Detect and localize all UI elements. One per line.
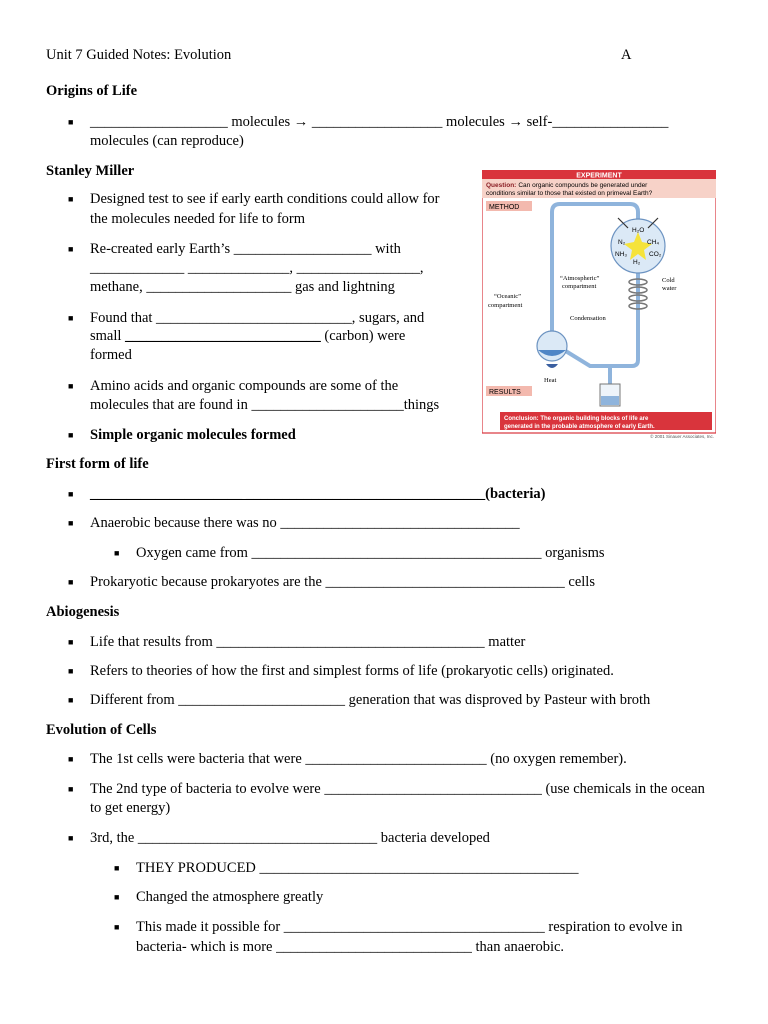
- bullet: ■: [68, 695, 74, 705]
- miller-b2-l3: methane, ____________________ gas and lightning: [90, 279, 395, 295]
- section-heading-abiogenesis: Abiogenesis: [46, 604, 120, 620]
- cells-b1: The 1st cells were bacteria that were _________________________ (no oxygen remember).: [90, 751, 627, 767]
- first-life-b3: Prokaryotic because prokaryotes are the _________________________________ cells: [90, 574, 595, 590]
- miller-b3-blank: ___________________________: [125, 328, 321, 344]
- bullet: ■: [68, 489, 74, 499]
- miller-b1-l2: the molecules needed for life to form: [90, 211, 306, 227]
- first-life-b2-sub: Oxygen came from ________________________________________ organisms: [136, 545, 605, 561]
- cells-s3-l1: This made it possible for ____________________________________ respiration to evolve in: [136, 919, 683, 935]
- section-heading-miller: Stanley Miller: [46, 163, 135, 179]
- section-heading-first-life: First form of life: [46, 456, 149, 472]
- first-life-b1-post: (bacteria): [485, 486, 546, 502]
- bullet: ■: [68, 117, 74, 127]
- section-heading-origins: Origins of Life: [46, 83, 138, 99]
- atmospheric-label-1: “Atmospheric”: [560, 275, 600, 282]
- abiogenesis-b1: Life that results from _____________________________________ matter: [90, 634, 526, 650]
- figure-copyright: © 2001 Sinauer Associates, Inc.: [650, 434, 714, 439]
- cells-b2-l1: The 2nd type of bacteria to evolve were ______________________________ (use chemicals in the ocean: [90, 781, 705, 797]
- cells-b3: 3rd, the _________________________________ bacteria developed: [90, 830, 490, 846]
- gas-co2: CO₂: [649, 251, 662, 258]
- bullet: ■: [68, 381, 74, 391]
- cold-water-label-1: Cold: [662, 277, 675, 284]
- gas-nh3: NH₃: [615, 251, 628, 258]
- figure-banner-text: EXPERIMENT: [576, 172, 622, 180]
- sub-bullet: ■: [114, 863, 120, 873]
- cells-b2-l2: to get energy): [90, 800, 171, 816]
- miller-b3-pre: small: [90, 328, 126, 344]
- first-life-b1: [90, 485, 546, 503]
- oceanic-label-1: “Oceanic”: [494, 293, 522, 300]
- atmospheric-label-2: compartment: [562, 283, 597, 290]
- section-heading-cells: Evolution of Cells: [46, 722, 157, 738]
- miller-b3-l3: formed: [90, 347, 132, 363]
- miller-b1-l1: Designed test to see if early earth conditions could allow for: [90, 191, 440, 207]
- first-life-b1-blank: _____________________ _________________________________: [90, 486, 486, 502]
- conclusion-line-1: Conclusion: The organic building blocks of life are: [504, 416, 649, 422]
- figure-question-line-2: conditions similar to those that existed on primeval Earth?: [486, 190, 653, 197]
- gas-ch4: CH₄: [647, 239, 660, 246]
- cells-s1: THEY PRODUCED ____________________________________________: [136, 860, 579, 876]
- miller-b3-l2: [90, 327, 405, 345]
- sub-bullet: ■: [114, 922, 120, 932]
- bullet: ■: [68, 577, 74, 587]
- conclusion-line-2: generated in the probable atmosphere of early Earth.: [504, 424, 655, 430]
- bullet: ■: [68, 754, 74, 764]
- bullet: ■: [68, 194, 74, 204]
- bullet: ■: [68, 784, 74, 794]
- miller-b2-l1: Re-created early Earth’s ___________________ with: [90, 241, 401, 257]
- bullet: ■: [68, 518, 74, 528]
- oceanic-flask: [537, 331, 567, 361]
- origins-bullet-1-line-2: molecules (can reproduce): [90, 133, 244, 149]
- gas-h2: H₂: [633, 259, 641, 266]
- cells-s3-l2: bacteria- which is more ___________________________ than anaerobic.: [136, 939, 565, 955]
- bullet: ■: [68, 313, 74, 323]
- bullet: ■: [68, 833, 74, 843]
- bullet: ■: [68, 637, 74, 647]
- beaker-liquid: [601, 396, 619, 405]
- figure-question-line-1: Question: Can organic compounds be generated under: [486, 182, 648, 189]
- bullet: ■: [68, 430, 74, 440]
- miller-b5: Simple organic molecules formed: [90, 427, 296, 443]
- gas-n2: N₂: [618, 239, 626, 246]
- heat-label: Heat: [544, 377, 557, 384]
- sub-bullet: ■: [114, 892, 120, 902]
- gas-h2o: H₂O: [632, 227, 645, 234]
- doc-title: Unit 7 Guided Notes: Evolution: [46, 47, 232, 63]
- miller-b3-l1: Found that ___________________________, sugars, and: [90, 310, 425, 326]
- oceanic-label-2: compartment: [488, 302, 523, 309]
- origins-bullet-1-line-1: ___________________ molecules → __________________ molecules → self-________________: [90, 114, 669, 130]
- abiogenesis-b3: Different from _______________________ generation that was disproved by Pasteur with broth: [90, 692, 651, 708]
- miller-b4-l2: molecules that are found in _____________________things: [90, 397, 440, 413]
- miller-b3-post: (carbon) were: [320, 328, 406, 344]
- abiogenesis-b2: Refers to theories of how the first and simplest forms of life (prokaryotic cells) originated.: [90, 663, 614, 679]
- condensation-label: Condensation: [570, 315, 606, 322]
- bullet: ■: [68, 244, 74, 254]
- miller-b4-l1: Amino acids and organic compounds are some of the: [90, 378, 399, 394]
- miller-experiment-figure: [482, 170, 716, 440]
- results-label: RESULTS: [489, 389, 521, 396]
- bullet: ■: [68, 666, 74, 676]
- sub-bullet: ■: [114, 548, 120, 558]
- first-life-b2: Anaerobic because there was no _________________________________: [90, 515, 520, 531]
- method-label: METHOD: [489, 204, 520, 211]
- miller-b2-l2: _____________ ______________, _________________,: [90, 260, 424, 276]
- cells-s2: Changed the atmosphere greatly: [136, 889, 324, 905]
- version-letter: A: [621, 47, 632, 63]
- cold-water-label-2: water: [662, 285, 677, 292]
